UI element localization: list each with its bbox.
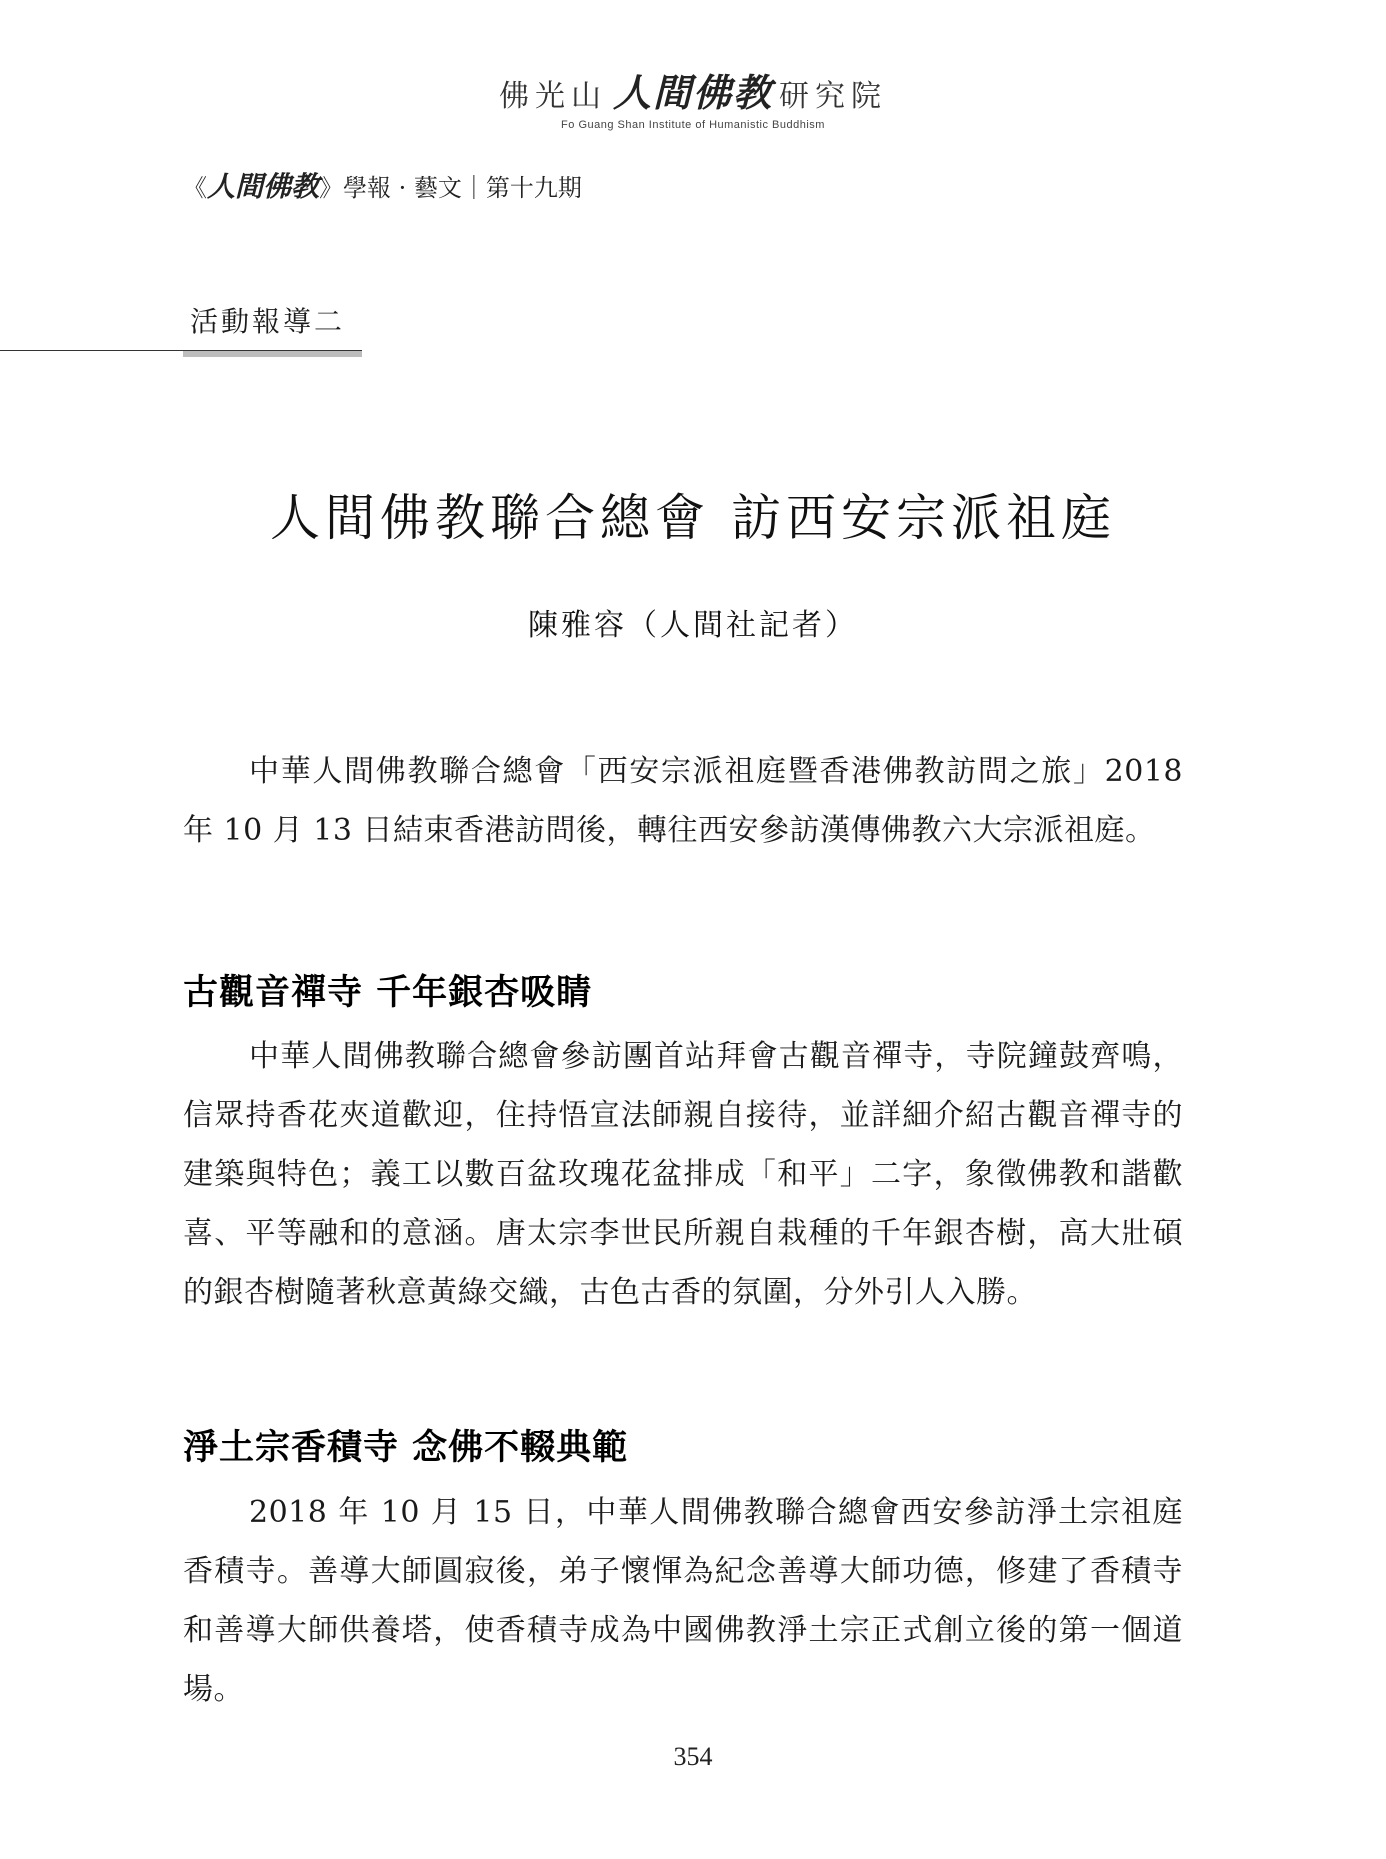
section-2-heading: 淨土宗香積寺 念佛不輟典範 — [183, 1427, 629, 1468]
page-number: 354 — [673, 1742, 713, 1771]
section-2-heading-block — [183, 1420, 1183, 1470]
institute-english-name: Fo Guang Shan Institute of Humanistic Buddhism — [561, 119, 825, 131]
institute-name — [0, 62, 1386, 117]
section-tag: 活動報導二 — [190, 305, 346, 338]
journal-brand-logo: 人間佛教 — [207, 170, 320, 203]
article-title: 人間佛教聯合總會 訪西安宗派祖庭 — [270, 489, 1116, 547]
section-1-heading: 古觀音禪寺 千年銀杏吸睛 — [183, 972, 593, 1013]
section-rule-thick — [183, 351, 362, 357]
article-author: 陳雅容（人間社記者） — [528, 608, 858, 643]
journal-open-bracket: 《 — [183, 174, 207, 202]
section-1-heading-block — [183, 965, 1183, 1015]
section-1-body-block — [183, 1027, 1183, 1322]
institute-brand-logo: 人間佛教 — [612, 71, 773, 115]
institute-header — [0, 62, 1386, 131]
intro-paragraph: 中華人間佛教聯合總會「西安宗派祖庭暨香港佛教訪問之旅」2018 年 10 月 13 日結束香港訪問後，轉往西安參訪漢傳佛教六大宗派祖庭。 — [183, 754, 1183, 848]
section-1-paragraph: 中華人間佛教聯合總會參訪團首站拜會古觀音禪寺，寺院鐘鼓齊鳴，信眾持香花夾道歡迎，住持悟宣法師親自接待，並詳細介紹古觀音禪寺的建築與特色；義工以數百盆玫瑰花盆排成「和平」二字，象徵佛教和諧歡喜、平等融和的意涵。唐太宗李世民所親自栽種的千年銀杏樹，高大壯碩的銀杏樹隨著秋意黃綠交織，古色古香的氛圍，分外引人入勝。 — [183, 1039, 1183, 1310]
institute-suffix: 研究院 — [779, 79, 887, 114]
journal-close-bracket: 》 — [319, 174, 344, 202]
section-2-body-block — [183, 1483, 1183, 1719]
section-2-paragraph: 2018 年 10 月 15 日，中華人間佛教聯合總會西安參訪淨土宗祖庭香積寺。善導大師圓寂後，弟子懷惲為紀念善導大師功德，修建了香積寺和善導大師供養塔，使香積寺成為中國佛教淨土宗正式創立後的第一個道場。 — [183, 1495, 1183, 1707]
journal-running-head — [183, 165, 582, 205]
intro-block — [183, 742, 1183, 860]
journal-issue-info: 學報 · 藝文｜第十九期 — [343, 174, 582, 202]
institute-prefix: 佛光山 — [498, 79, 607, 114]
